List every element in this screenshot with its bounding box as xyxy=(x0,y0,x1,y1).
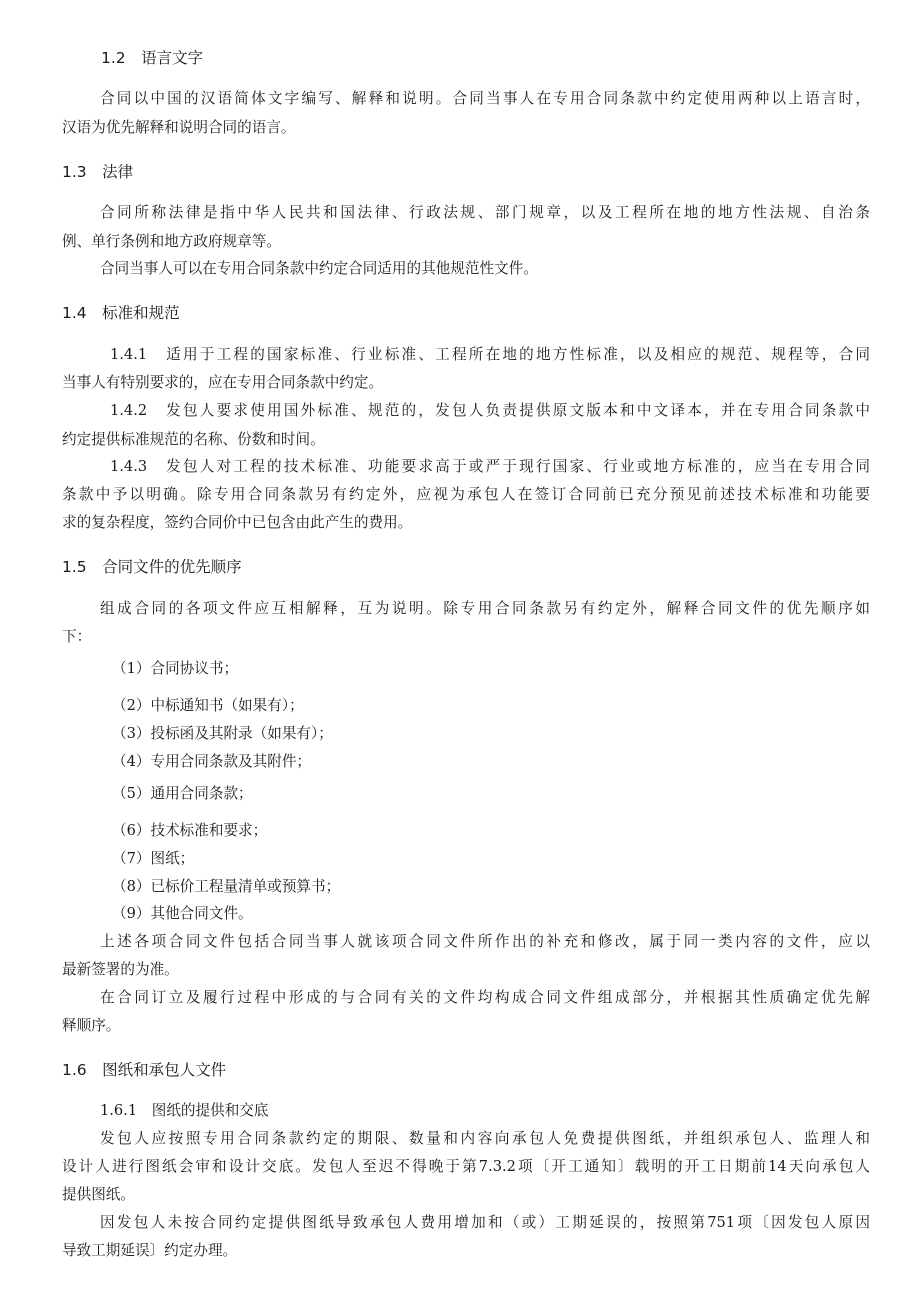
paragraph-line: 下： xyxy=(62,628,92,645)
paragraph-line: 提供图纸。 xyxy=(62,1186,135,1203)
section-heading-1-4: 1.4 标准和规范 xyxy=(62,304,180,322)
section-heading-1-2: 1.2 语言文字 xyxy=(101,49,204,67)
paragraph-line: 合同所称法律是指中华人民共和国法律、行政法规、部门规章，以及工程所在地的地方性法规、自治条 xyxy=(100,204,870,221)
list-item: （9）其他合同文件。 xyxy=(112,905,253,922)
clause-1-4-2: 1.4.2 发包人要求使用国外标准、规范的，发包人负责提供原文版本和中文译本，并在专用合同条款中 xyxy=(110,402,870,419)
paragraph-line: 条款中予以明确。除专用合同条款另有约定外，应视为承包人在签订合同前已充分预见前述技术标准和功能要 xyxy=(62,486,870,503)
section-heading-1-6: 1.6 图纸和承包人文件 xyxy=(62,1061,227,1079)
clause-1-4-1: 1.4.1 适用于工程的国家标准、行业标准、工程所在地的地方性标准，以及相应的规范、规程等，合同 xyxy=(110,346,870,363)
paragraph-line: 在合同订立及履行过程中形成的与合同有关的文件均构成合同文件组成部分，并根据其性质确定优先解 xyxy=(100,989,870,1006)
paragraph-line: 释顺序。 xyxy=(62,1017,121,1034)
paragraph-line: 导致工期延误〕约定办理。 xyxy=(62,1242,238,1259)
paragraph-line: 发包人应按照专用合同条款约定的期限、数量和内容向承包人免费提供图纸，并组织承包人、监理人和 xyxy=(100,1130,870,1147)
clause-1-4-3: 1.4.3 发包人对工程的技术标准、功能要求高于或严于现行国家、行业或地方标准的，应当在专用合同 xyxy=(110,458,870,475)
section-heading-1-3: 1.3 法律 xyxy=(62,163,134,181)
paragraph-line: 最新签署的为准。 xyxy=(62,961,179,978)
list-item: （7）图纸； xyxy=(112,850,195,867)
paragraph-line: 上述各项合同文件包括合同当事人就该项合同文件所作出的补充和修改，属于同一类内容的文件，应以 xyxy=(100,933,870,950)
paragraph-line: 因发包人未按合同约定提供图纸导致承包人费用增加和（或）工期延误的，按照第751项〔因发包人原因 xyxy=(100,1214,870,1231)
paragraph-line: 设计人进行图纸会审和设计交底。发包人至迟不得晚于第7.3.2项〔开工通知〕载明的开工日期前14天向承包人 xyxy=(62,1158,870,1175)
list-item: （5）通用合同条款； xyxy=(112,785,253,802)
list-item: （8）已标价工程量清单或预算书； xyxy=(112,878,341,895)
list-item: （3）投标函及其附录（如果有）； xyxy=(112,725,333,742)
paragraph-line: 求的复杂程度，签约合同价中已包含由此产生的费用。 xyxy=(62,514,413,531)
paragraph-line: 当事人有特别要求的，应在专用合同条款中约定。 xyxy=(62,374,384,391)
list-item: （6）技术标准和要求； xyxy=(112,822,268,839)
paragraph-line: 合同以中国的汉语简体文字编写、解释和说明。合同当事人在专用合同条款中约定使用两种以上语言时， xyxy=(100,90,870,107)
section-heading-1-5: 1.5 合同文件的优先顺序 xyxy=(62,558,242,576)
paragraph-line: 组成合同的各项文件应互相解释，互为说明。除专用合同条款另有约定外，解释合同文件的优先顺序如 xyxy=(100,600,870,617)
list-item: （1）合同协议书； xyxy=(112,660,239,677)
list-item: （2）中标通知书（如果有）； xyxy=(112,697,304,714)
paragraph-line: 汉语为优先解释和说明合同的语言。 xyxy=(62,119,296,136)
list-item: （4）专用合同条款及其附件； xyxy=(112,753,312,770)
paragraph-line: 合同当事人可以在专用合同条款中约定合同适用的其他规范性文件。 xyxy=(100,260,538,277)
subsection-heading-1-6-1: 1.6.1 图纸的提供和交底 xyxy=(100,1102,269,1119)
paragraph-line: 约定提供标准规范的名称、份数和时间。 xyxy=(62,431,325,448)
paragraph-line: 例、单行条例和地方政府规章等。 xyxy=(62,233,281,250)
